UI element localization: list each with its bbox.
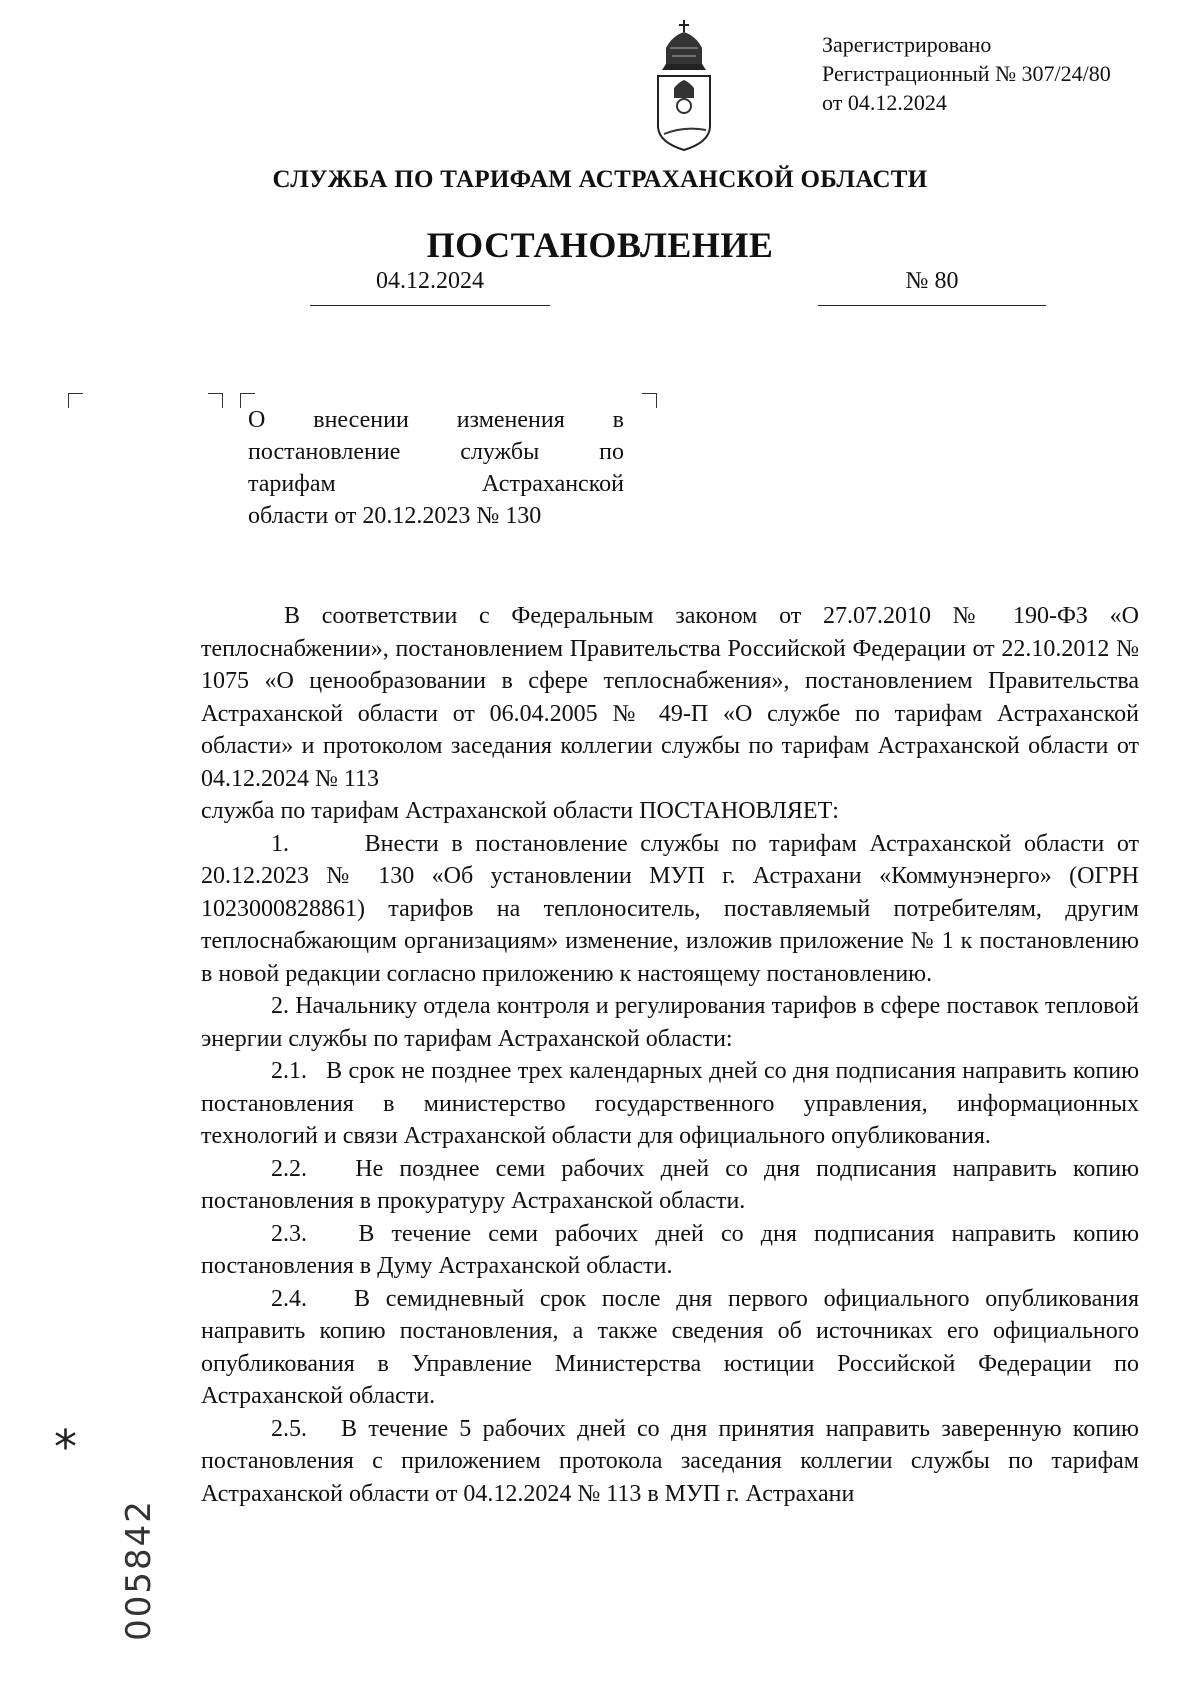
corner-mark-top-left-a [208, 393, 223, 408]
registration-block [822, 30, 1111, 117]
document-date: 04.12.2024 [310, 268, 550, 306]
subject-line: постановление службы по [248, 439, 624, 465]
item-paragraph [201, 990, 1139, 1055]
corner-mark-left-outer [68, 393, 83, 408]
corner-mark-top-right [642, 393, 657, 408]
decree-line: служба по тарифам Астраханской области ПОСТАНОВЛЯЕТ: [201, 798, 839, 824]
registration-status: Зарегистрировано [822, 32, 992, 57]
document-subject [248, 404, 624, 532]
coat-of-arms-emblem [652, 18, 716, 154]
document-body [201, 600, 1139, 1510]
item-number: 2. [271, 993, 289, 1019]
item-number: 2.4. [271, 1285, 307, 1312]
subject-line: О внесении изменения в [248, 407, 624, 433]
subject-line: тарифам Астраханской [248, 471, 624, 497]
item-paragraph [201, 1283, 1139, 1413]
item-text: Внести в постановление службы по тарифам Астраханской области от 20.12.2023 № 130 «Об установлении МУП г. Астрахани «Коммунэнерго» (ОГРН 1023000828861) тарифов на теплоноситель, поставляемый потребителям, другим теплоснабжающим организациям» изменение, изложив приложение № 1 к постановлению в новой редакции согласно приложению к настоящему постановлению. [201, 830, 1139, 987]
document-number: № 80 [818, 268, 1046, 306]
item-text: В течение семи рабочих дней со дня подписания направить копию постановления в Думу Астраханской области. [201, 1220, 1140, 1279]
item-text: Начальнику отдела контроля и регулирования тарифов в сфере поставок тепловой энергии службы по тарифам Астраханской области: [201, 993, 1139, 1052]
item-text: Не позднее семи рабочих дней со дня подписания направить копию постановления в прокуратуру Астраханской области. [201, 1155, 1139, 1214]
item-number: 2.1. [271, 1058, 307, 1084]
item-number: 1. [271, 830, 289, 857]
item-number: 2.3. [271, 1220, 307, 1247]
item-text: В срок не позднее трех календарных дней со дня подписания направить копию постановления в министерство государственного управления, информационных технологий и связи Астраханской области для официального опубликования. [201, 1058, 1140, 1149]
item-paragraph [201, 1413, 1139, 1511]
item-number: 2.5. [271, 1415, 307, 1442]
item-paragraph [201, 1153, 1139, 1218]
stamp-number: 005842 [118, 1499, 159, 1641]
preamble-paragraph: В соответствии с Федеральным законом от 27.07.2010 № 190-ФЗ «О теплоснабжении», постановлением Правительства Российской Федерации от 22.10.2012 № 1075 «О ценообразовании в сфере теплоснабжения», постановлением Правительства Астраханской области от 06.04.2005 № 49-П «О службе по тарифам Астраханской области» и протоколом заседания коллегии службы по тарифам Астраханской области от 04.12.2024 № 113 [201, 603, 1139, 792]
margin-stamp [38, 1420, 159, 1641]
item-number: 2.2. [271, 1155, 307, 1182]
item-text: В семидневный срок после дня первого официального опубликования направить копию постановления, а также сведения об источниках его официального опубликования в Управление Министерства юстиции Российской Федерации по Астраханской области. [201, 1285, 1139, 1409]
stamp-asterisk: * [54, 1420, 77, 1474]
item-paragraph [201, 1055, 1139, 1153]
registration-number: Регистрационный № 307/24/80 [822, 61, 1111, 86]
document-type: ПОСТАНОВЛЕНИЕ [426, 225, 774, 265]
subject-line: области от 20.12.2023 № 130 [248, 503, 542, 529]
item-text: В течение 5 рабочих дней со дня принятия направить заверенную копию постановления с приложением протокола заседания коллегии службы по тарифам Астраханской области от 04.12.2024 № 113 в МУП г. Астрахани [201, 1415, 1139, 1507]
organization-name: СЛУЖБА ПО ТАРИФАМ АСТРАХАНСКОЙ ОБЛАСТИ [272, 166, 928, 193]
registration-date: от 04.12.2024 [822, 90, 947, 115]
item-paragraph [201, 1218, 1139, 1283]
item-paragraph [201, 828, 1139, 991]
